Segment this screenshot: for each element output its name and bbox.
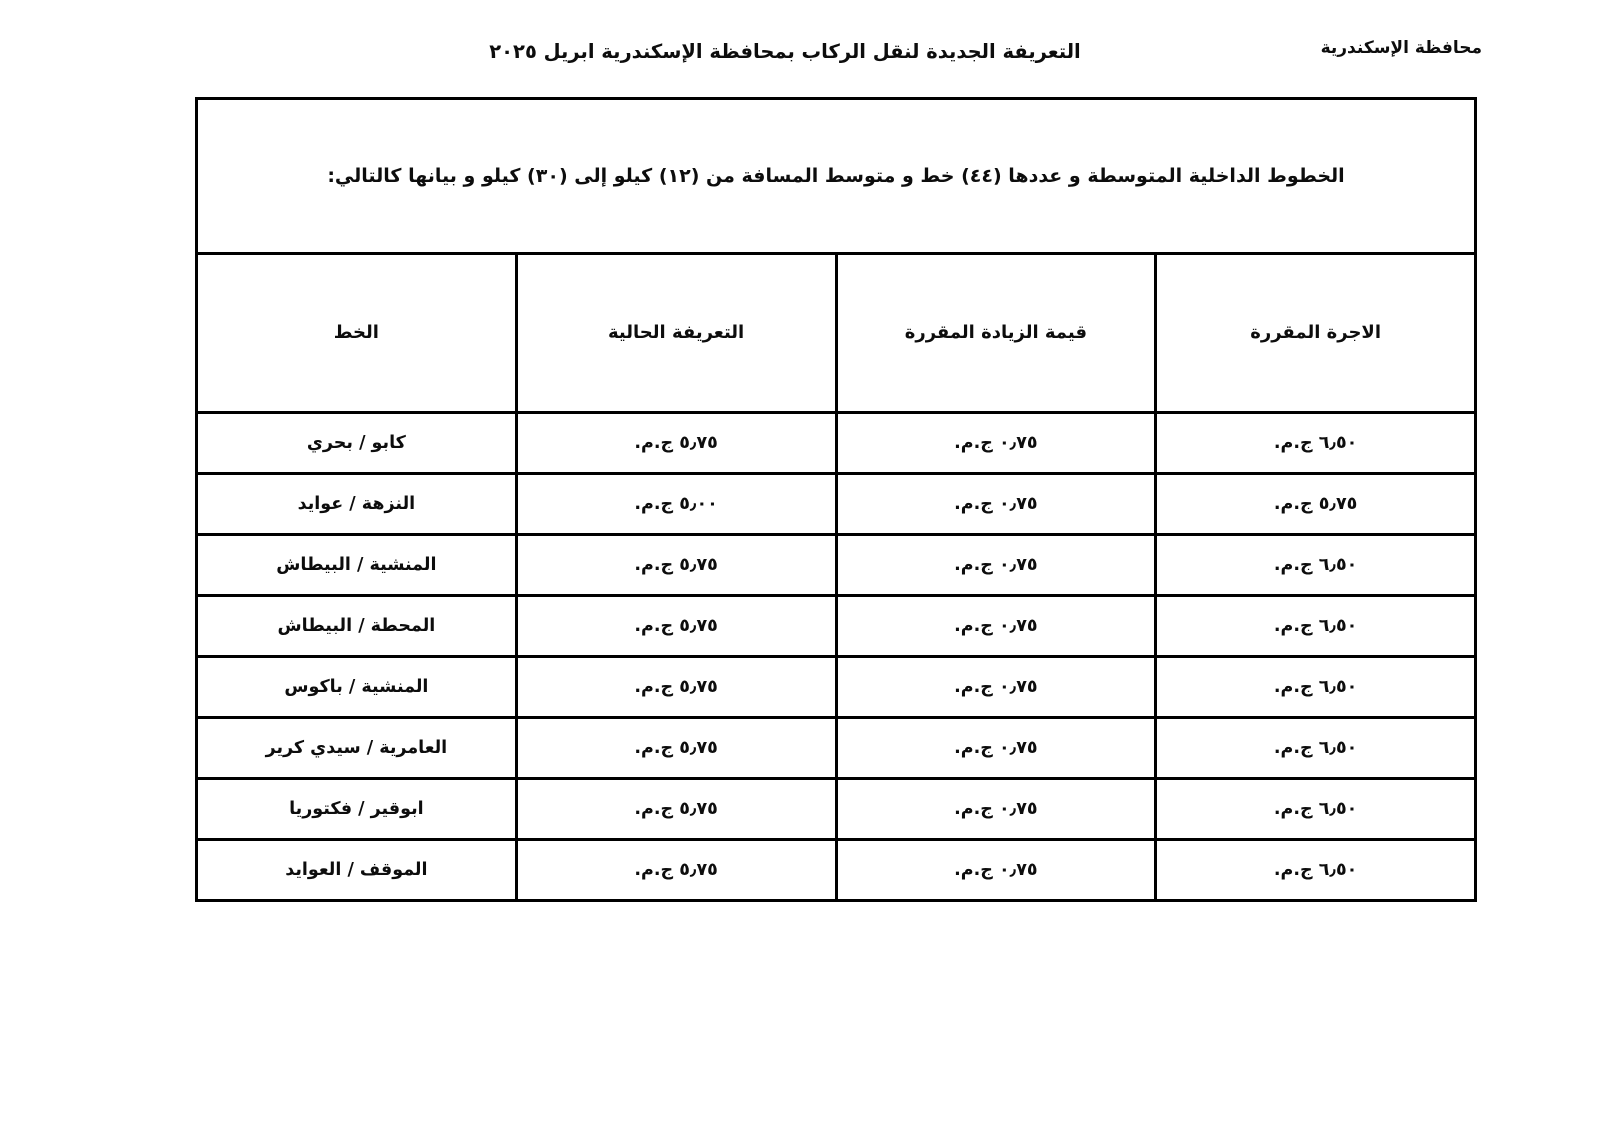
table-row [197,596,1476,657]
table-row [197,840,1476,901]
cell-fare: ٦٫٥٠ ج.م. [1156,535,1476,596]
table-row [197,535,1476,596]
cell-route: النزهة / عوايد [197,474,517,535]
column-header-route: الخط [197,254,517,413]
cell-fare: ٦٫٥٠ ج.م. [1156,718,1476,779]
cell-current-tariff: ٥٫٧٥ ج.م. [516,718,836,779]
cell-current-tariff: ٥٫٧٥ ج.م. [516,779,836,840]
column-header-increase: قيمة الزيادة المقررة [836,254,1156,413]
table-row [197,779,1476,840]
cell-current-tariff: ٥٫٧٥ ج.م. [516,535,836,596]
cell-route: المحطة / البيطاش [197,596,517,657]
cell-fare: ٦٫٥٠ ج.م. [1156,596,1476,657]
cell-increase: ٠٫٧٥ ج.م. [836,474,1156,535]
cell-fare: ٦٫٥٠ ج.م. [1156,840,1476,901]
cell-increase: ٠٫٧٥ ج.م. [836,535,1156,596]
cell-increase: ٠٫٧٥ ج.م. [836,718,1156,779]
cell-increase: ٠٫٧٥ ج.م. [836,596,1156,657]
table-row [197,474,1476,535]
cell-fare: ٦٫٥٠ ج.م. [1156,657,1476,718]
table-header-row [197,254,1476,413]
column-header-current-tariff: التعريفة الحالية [516,254,836,413]
cell-current-tariff: ٥٫٧٥ ج.م. [516,657,836,718]
cell-current-tariff: ٥٫٠٠ ج.م. [516,474,836,535]
cell-fare: ٦٫٥٠ ج.م. [1156,779,1476,840]
governorate-label: محافظة الإسكندرية [1320,38,1482,58]
cell-increase: ٠٫٧٥ ج.م. [836,413,1156,474]
cell-route: المنشية / البيطاش [197,535,517,596]
cell-route: المنشية / باكوس [197,657,517,718]
cell-route: ابوقير / فكتوريا [197,779,517,840]
cell-current-tariff: ٥٫٧٥ ج.م. [516,413,836,474]
cell-increase: ٠٫٧٥ ج.م. [836,779,1156,840]
cell-increase: ٠٫٧٥ ج.م. [836,657,1156,718]
cell-route: العامرية / سيدي كرير [197,718,517,779]
cell-increase: ٠٫٧٥ ج.م. [836,840,1156,901]
table-row [197,718,1476,779]
cell-route: كابو / بحري [197,413,517,474]
document-title: التعريفة الجديدة لنقل الركاب بمحافظة الإسكندرية ابريل ٢٠٢٥ [489,40,1081,63]
cell-current-tariff: ٥٫٧٥ ج.م. [516,840,836,901]
table-intro-text: الخطوط الداخلية المتوسطة و عددها (٤٤) خط و متوسط المسافة من (١٢) كيلو إلى (٣٠) كيلو و بيانها كالتالي: [327,164,1345,187]
cell-route: الموقف / العوايد [197,840,517,901]
cell-fare: ٦٫٥٠ ج.م. [1156,413,1476,474]
table-row [197,413,1476,474]
table-intro-row [197,99,1476,254]
tariff-table-body [197,99,1476,901]
table-row [197,657,1476,718]
cell-fare: ٥٫٧٥ ج.م. [1156,474,1476,535]
column-header-fare: الاجرة المقررة [1156,254,1476,413]
tariff-table [195,97,1477,902]
table-intro-cell [197,99,1476,254]
cell-current-tariff: ٥٫٧٥ ج.م. [516,596,836,657]
